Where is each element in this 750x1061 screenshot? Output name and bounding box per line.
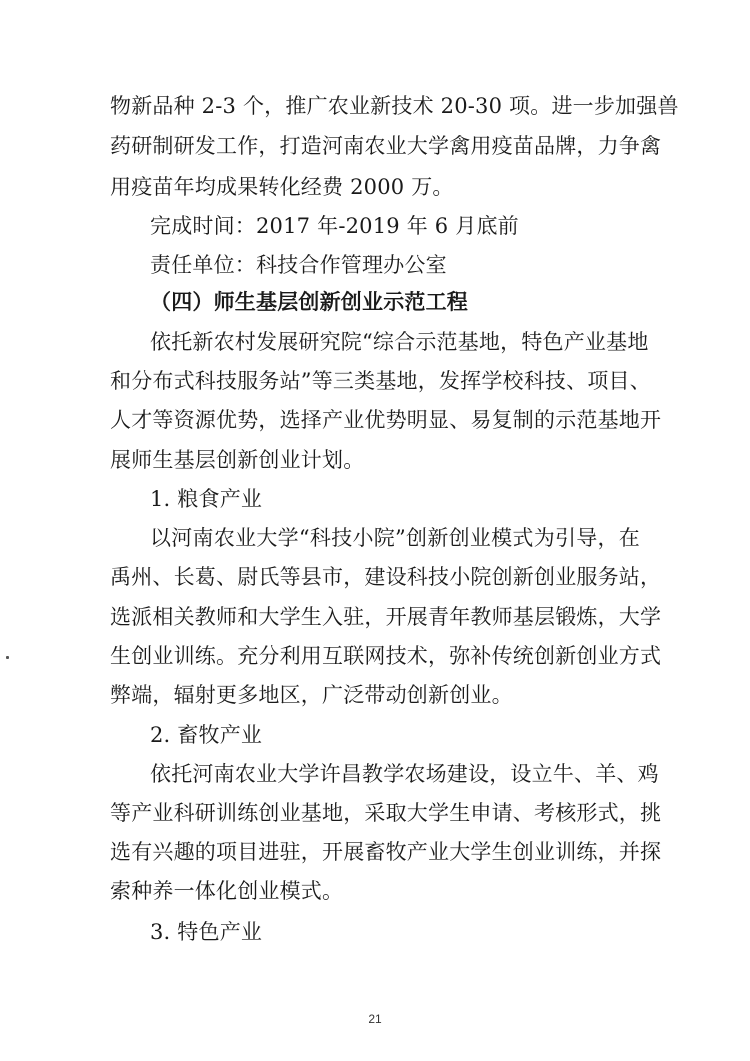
paragraph-line: 药研制研发工作，打造河南农业大学禽用疫苗品牌，力争禽 (110, 134, 662, 158)
subsection-title: 2. 畜牧产业 (150, 723, 263, 747)
paragraph-line: 和分布式科技服务站”等三类基地，发挥学校科技、项目、 (110, 369, 651, 393)
paragraph-line: 依托河南农业大学许昌教学农场建设，设立牛、羊、鸡 (150, 762, 659, 786)
paragraph-line: 索种养一体化创业模式。 (110, 879, 344, 903)
page-number: 21 (368, 1012, 382, 1026)
section-heading: （四）师生基层创新创业示范工程 (150, 290, 468, 314)
paragraph-line: 依托新农村发展研究院“综合示范基地，特色产业基地 (150, 330, 649, 354)
completion-time: 完成时间：2017 年-2019 年 6 月底前 (150, 214, 519, 238)
paragraph-line: 选派相关教师和大学生入驻，开展青年教师基层锻炼，大学 (110, 605, 662, 629)
paragraph-line: 用疫苗年均成果转化经费 2000 万。 (110, 175, 454, 199)
scan-artifact (6, 656, 9, 659)
subsection-title: 3. 特色产业 (150, 920, 263, 944)
subsection-title: 1. 粮食产业 (150, 487, 263, 511)
paragraph-line: 禹州、长葛、尉氏等县市，建设科技小院创新创业服务站， (110, 565, 662, 589)
paragraph-line: 人才等资源优势，选择产业优势明显、易复制的示范基地开 (110, 408, 662, 432)
paragraph-line: 生创业训练。充分利用互联网技术，弥补传统创新创业方式 (110, 644, 662, 668)
paragraph-line: 等产业科研训练创业基地，采取大学生申请、考核形式，挑 (110, 801, 662, 825)
responsible-unit: 责任单位：科技合作管理办公室 (150, 253, 447, 277)
paragraph-line: 选有兴趣的项目进驻，开展畜牧产业大学生创业训练，并探 (110, 840, 662, 864)
paragraph-line: 展师生基层创新创业计划。 (110, 448, 365, 472)
paragraph-line: 物新品种 2-3 个，推广农业新技术 20-30 项。进一步加强兽 (110, 94, 679, 118)
paragraph-line: 以河南农业大学“科技小院”创新创业模式为引导，在 (150, 526, 640, 550)
paragraph-line: 弊端，辐射更多地区，广泛带动创新创业。 (110, 683, 513, 707)
